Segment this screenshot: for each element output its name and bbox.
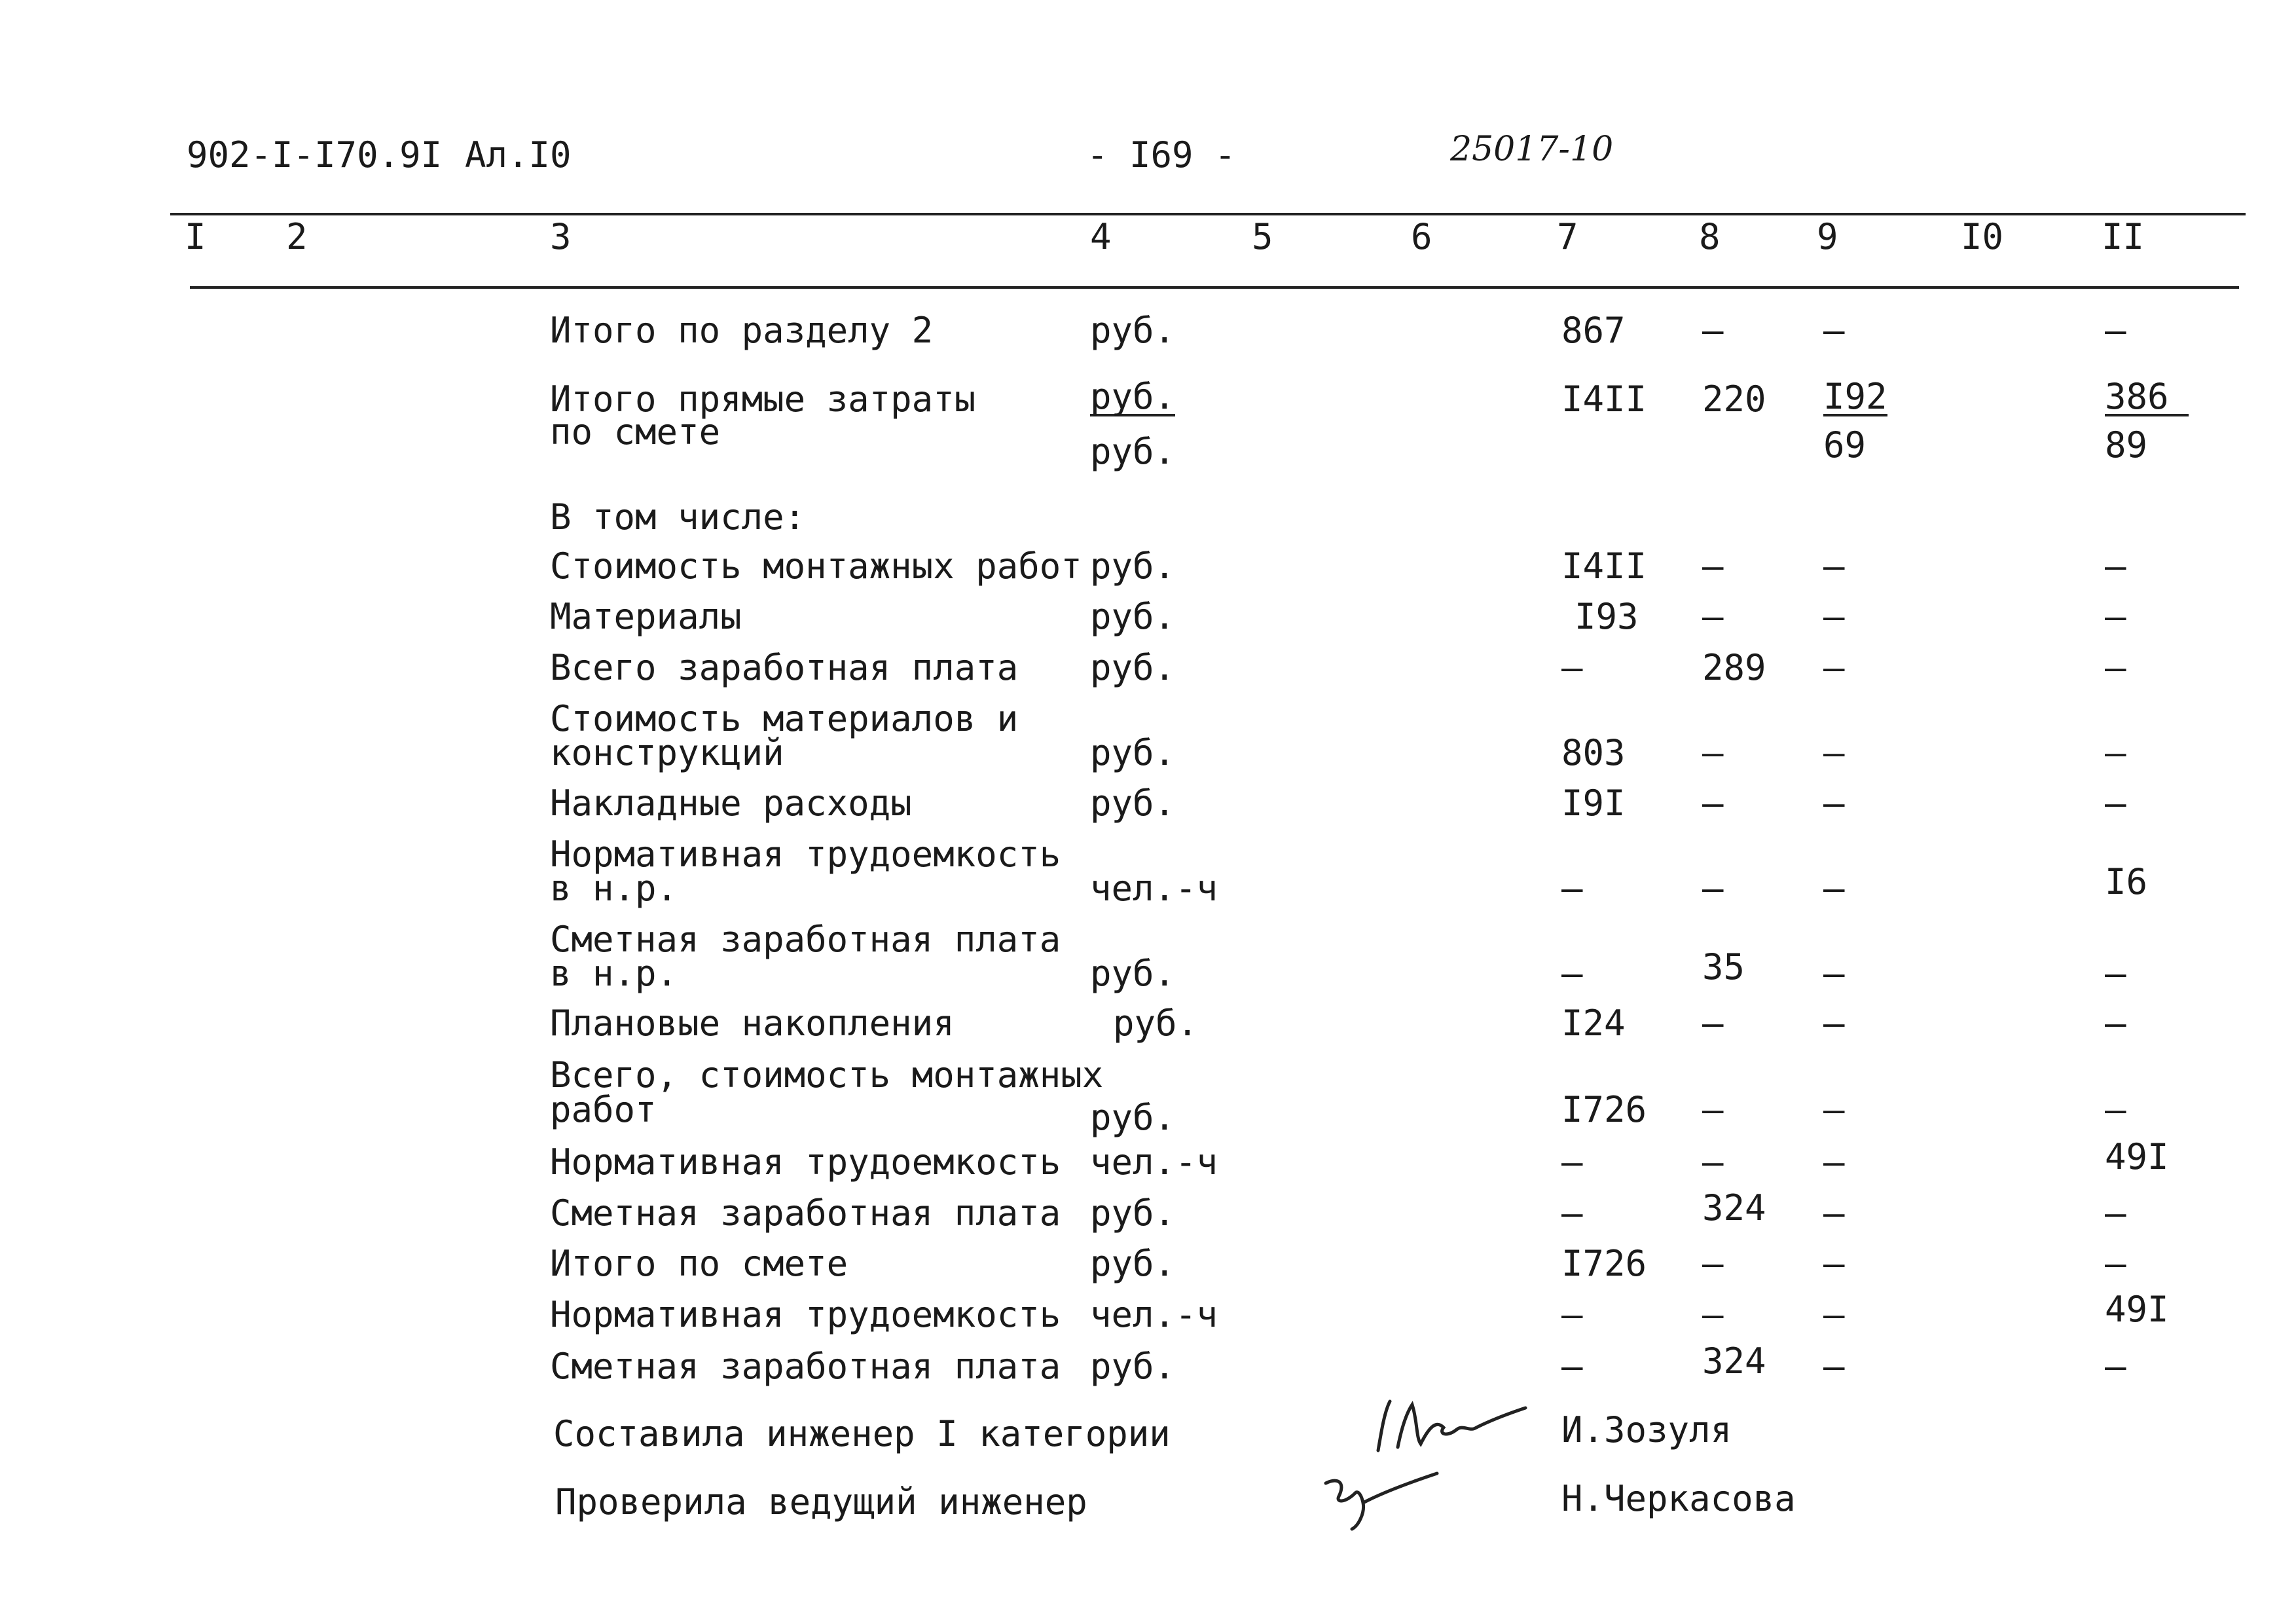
row-label: конструкций: [550, 732, 784, 773]
row-col7: –: [1561, 1294, 1583, 1335]
row-label: В том числе:: [550, 496, 806, 538]
row-col9: –: [1823, 732, 1845, 773]
row-unit: чел.-ч: [1090, 868, 1218, 909]
row-col11: –: [2105, 647, 2126, 688]
table-row: [0, 311, 2296, 350]
row-col11: –: [2105, 545, 2126, 587]
row-col7: I24: [1561, 1003, 1626, 1044]
row-col8: –: [1702, 545, 1724, 587]
col-header-10: I0: [1961, 216, 2004, 257]
col-header-8: 8: [1699, 216, 1721, 257]
col-header-3: 3: [550, 216, 572, 257]
row-col7: –: [1561, 1141, 1583, 1183]
row-col11: –: [2105, 1003, 2126, 1044]
row-label: Материалы: [550, 596, 742, 637]
row-col8: –: [1702, 1243, 1724, 1284]
row-label: работ: [550, 1089, 657, 1130]
row-unit: чел.-ч: [1090, 1141, 1218, 1183]
row-col9: –: [1823, 1003, 1845, 1044]
row-label: Нормативная трудоемкость: [550, 1294, 1061, 1335]
row-col9: –: [1823, 1346, 1845, 1387]
row-unit: руб.: [1113, 1003, 1199, 1044]
row-col8: 289: [1702, 647, 1766, 688]
row-col11: 89: [2105, 424, 2148, 466]
row-col8: –: [1702, 1294, 1724, 1335]
row-col7: –: [1561, 1192, 1583, 1234]
row-col8: –: [1702, 868, 1724, 909]
row-unit: руб.: [1090, 596, 1176, 637]
row-col7: I726: [1561, 1243, 1647, 1284]
row-label: в н.р.: [550, 953, 678, 994]
row-col7: I93: [1575, 596, 1639, 637]
row-col8: –: [1702, 310, 1724, 351]
sheet-number: Ал.I0: [465, 134, 572, 175]
row-col7: –: [1561, 647, 1583, 688]
row-col8: –: [1702, 596, 1724, 637]
row-col7: –: [1561, 953, 1583, 994]
row-col8: 324: [1702, 1187, 1766, 1228]
row-col9: –: [1823, 953, 1845, 994]
table-row: [0, 597, 2296, 637]
table-top-rule: [170, 213, 2246, 215]
row-col8: –: [1702, 1003, 1724, 1044]
row-col7: 867: [1561, 310, 1626, 351]
row-col9: I92: [1823, 376, 1887, 417]
row-col9: –: [1823, 647, 1845, 688]
table-row: [0, 1089, 2296, 1138]
row-unit: руб.: [1090, 647, 1176, 688]
row-unit: руб.: [1090, 953, 1176, 994]
table-row: [0, 648, 2296, 688]
table-row: [0, 733, 2296, 773]
row-label: Накладные расходы: [550, 783, 912, 824]
row-col9: –: [1823, 1089, 1845, 1130]
table-row: [0, 861, 2296, 909]
row-label: Плановые накопления: [550, 1003, 955, 1044]
row-col9: –: [1823, 545, 1845, 587]
col-header-1: I: [185, 216, 206, 257]
row-label: Всего заработная плата: [550, 647, 1019, 688]
row-unit: руб.: [1090, 1097, 1176, 1138]
row-col11: 386: [2105, 380, 2189, 416]
page-number: - I69 -: [1087, 134, 1236, 175]
row-unit: руб.: [1090, 431, 1176, 472]
compiled-by-label: Составила инженер I категории: [553, 1413, 1171, 1454]
row-unit: руб.: [1090, 783, 1176, 824]
row-unit: чел.-ч: [1090, 1294, 1218, 1335]
row-label: в н.р.: [550, 868, 678, 909]
row-col8: –: [1702, 1141, 1724, 1183]
row-col9: –: [1823, 310, 1845, 351]
row-label: Итого по разделу 2: [550, 310, 934, 351]
row-col8: –: [1702, 783, 1724, 824]
row-col9: 69: [1823, 424, 1867, 466]
row-col8: 220: [1702, 378, 1766, 420]
table-row: [0, 1056, 2296, 1095]
row-label: Итого прямые затраты: [550, 378, 976, 420]
row-col7: –: [1561, 1346, 1583, 1387]
table-row: [0, 1244, 2296, 1283]
row-label: Нормативная трудоемкость: [550, 834, 1061, 875]
row-col11: –: [2105, 953, 2126, 994]
row-label: Нормативная трудоемкость: [550, 1141, 1061, 1183]
row-unit: руб.: [1090, 310, 1176, 351]
row-col7: I4II: [1561, 378, 1647, 420]
checked-by-name: Н.Черкасова: [1561, 1478, 1796, 1519]
row-col11: 49I: [2105, 1289, 2169, 1330]
row-col7: –: [1561, 868, 1583, 909]
row-col11: I6: [2105, 861, 2148, 902]
col-header-4: 4: [1090, 216, 1112, 257]
row-label: Стоимость монтажных работ: [550, 545, 1082, 587]
table-row: [0, 411, 2296, 472]
table-row: [0, 1004, 2296, 1043]
table-row: [0, 498, 2296, 537]
row-col7: I9I: [1561, 783, 1626, 824]
row-col8: –: [1702, 1089, 1724, 1130]
row-col8: 324: [1702, 1340, 1766, 1382]
row-col9: –: [1823, 868, 1845, 909]
table-row: [0, 376, 2296, 420]
row-col9: –: [1823, 1192, 1845, 1234]
row-label: по смете: [550, 411, 721, 452]
row-col7: I726: [1561, 1089, 1647, 1130]
compiled-by-name: И.Зозуля: [1561, 1409, 1732, 1450]
row-col9: –: [1823, 1243, 1845, 1284]
row-label: Стоимость материалов и: [550, 698, 1019, 739]
table-row: [0, 946, 2296, 994]
row-unit: руб.: [1090, 732, 1176, 773]
row-unit: руб.: [1090, 376, 1176, 417]
row-col11: –: [2105, 1346, 2126, 1387]
row-col9: –: [1823, 783, 1845, 824]
checked-signature-icon: [1316, 1464, 1447, 1536]
col-header-6: 6: [1411, 216, 1432, 257]
row-col8: 35: [1702, 946, 1745, 987]
row-col11: –: [2105, 596, 2126, 637]
row-unit: руб.: [1090, 1243, 1176, 1284]
compiled-signature-icon: [1365, 1392, 1535, 1464]
row-unit: руб.: [1090, 1346, 1176, 1387]
row-col11: –: [2105, 783, 2126, 824]
row-col11: 49I: [2105, 1136, 2169, 1177]
row-col11: –: [2105, 1243, 2126, 1284]
table-row: [0, 784, 2296, 823]
col-header-9: 9: [1817, 216, 1838, 257]
row-unit: руб.: [1090, 545, 1176, 587]
checked-by-label: Проверила ведущий инженер: [555, 1481, 1087, 1522]
row-col11: –: [2105, 1089, 2126, 1130]
row-label: Сметная заработная плата: [550, 1346, 1061, 1387]
col-header-5: 5: [1252, 216, 1273, 257]
doc-code: 902-I-I70.9I: [187, 134, 443, 175]
col-header-11: II: [2102, 216, 2145, 257]
row-col7: 803: [1561, 732, 1626, 773]
table-row: [0, 1136, 2296, 1183]
table-row: [0, 547, 2296, 586]
row-col7: I4II: [1561, 545, 1647, 587]
table-row: [0, 1340, 2296, 1387]
table-row: [0, 1289, 2296, 1335]
row-col9: –: [1823, 1141, 1845, 1183]
row-col9: –: [1823, 596, 1845, 637]
table-header-rule: [190, 286, 2239, 289]
table-row: [0, 1187, 2296, 1234]
row-col11: –: [2105, 732, 2126, 773]
row-col8: –: [1702, 732, 1724, 773]
handwritten-number: 25017-10: [1450, 130, 1614, 169]
row-col11: –: [2105, 1192, 2126, 1234]
col-header-2: 2: [286, 216, 308, 257]
row-col11: –: [2105, 310, 2126, 351]
row-label: Итого по смете: [550, 1243, 848, 1284]
row-col9: –: [1823, 1294, 1845, 1335]
row-label: Сметная заработная плата: [550, 1192, 1061, 1234]
row-label: Сметная заработная плата: [550, 919, 1061, 960]
col-header-7: 7: [1557, 216, 1578, 257]
row-label: Всего, стоимость монтажных: [550, 1054, 1104, 1096]
row-unit: руб.: [1090, 1192, 1176, 1234]
